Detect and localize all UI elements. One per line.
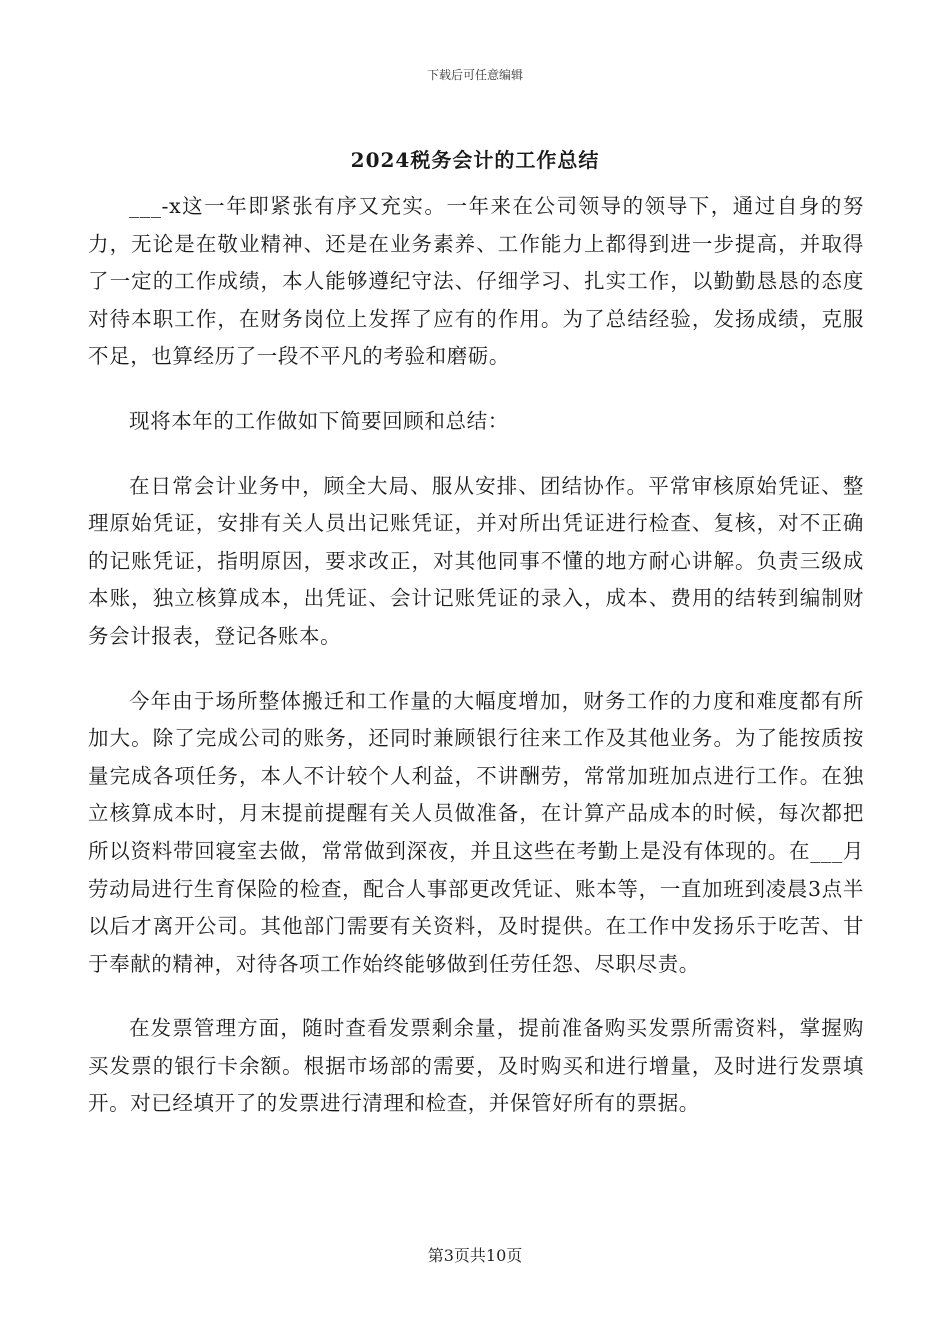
paragraph-daily-accounting: 在日常会计业务中，顾全大局、服从安排、团结协作。平常审核原始凭证、整理原始凭证，安排有关人员出记账凭证，并对所出凭证进行检查、复核，对不正确的记账凭证，指明原因，要求改正，对其他同事不懂的地方耐心讲解。负责三级成本账，独立核算成本，出凭证、会计记账凭证的录入，成本、费用的结转到编制财务会计报表，登记各账本。 [88, 473, 864, 648]
document-body [88, 188, 864, 1150]
paragraph-intro: ___-x这一年即紧张有序又充实。一年来在公司领导的领导下，通过自身的努力，无论是在敬业精神、还是在业务素养、工作能力上都得到进一步提高，并取得了一定的工作成绩，本人能够遵纪守法、仔细学习、扎实工作，以勤勤恳恳的态度对待本职工作，在财务岗位上发挥了应有的作用。为了总结经验，发扬成绩，克服不足，也算经历了一段不平凡的考验和磨砺。 [88, 194, 864, 369]
document-title: 2024税务会计的工作总结 [350, 148, 600, 172]
paragraph-summary-lead: 现将本年的工作做如下简要回顾和总结： [129, 408, 509, 433]
paragraph-invoice-management: 在发票管理方面，随时查看发票剩余量，提前准备购买发票所需资料，掌握购买发票的银行卡余额。根据市场部的需要，及时购买和进行增量，及时进行发票填开。对已经填开了的发票进行清理和检查，并保管好所有的票据。 [88, 1016, 864, 1116]
header-note: 下载后可任意编辑 [426, 68, 523, 82]
page-indicator: 第3页共10页 [427, 1246, 523, 1265]
paragraph-workload: 今年由于场所整体搬迁和工作量的大幅度增加，财务工作的力度和难度都有所加大。除了完成公司的账务，还同时兼顾银行往来工作及其他业务。为了能按质按量完成各项任务，本人不计较个人利益，不讲酬劳，常常加班加点进行工作。在独立核算成本时，月末提前提醒有关人员做准备，在计算产品成本的时候，每次都把所以资料带回寝室去做，常常做到深夜，并且这些在考勤上是没有体现的。在___月劳动局进行生育保险的检查，配合人事部更改凭证、账本等，一直加班到凌晨3点半以后才离开公司。其他部门需要有关资料，及时提供。在工作中发扬乐于吃苦、甘于奉献的精神，对待各项工作始终能够做到任劳任怨、尽职尽责。 [88, 688, 864, 976]
